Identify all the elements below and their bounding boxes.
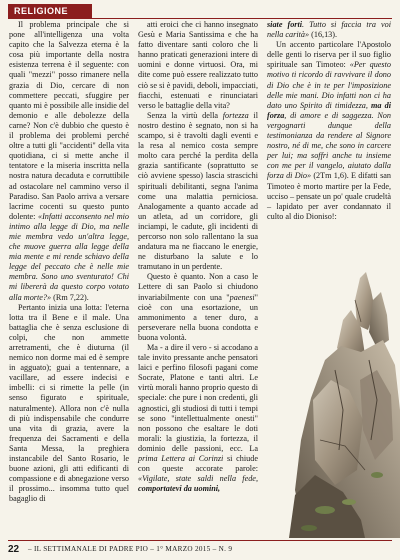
paragraph: Il problema principale che si pone all'intelligenza una volta capito che la Salvezza eterna è la cosa più importante della nostra esistenza terrena è il seguente: con quali "mezzi" posso rimanere nella grazia di Dio, cercare di non commettere peccati, sfuggire per quanto mi è possibile alle insidie del demonio e alle debolezze della carne? Non c'è dubbio che questo è il problema dei problemi perché oltre a tutti gli "accidenti" della vita quotidiana, ci si mette anche il tentatore e la miseria inscritta nella nostra natura decaduta e corruttibile ad ostacolare nel cammino verso il Paradiso. San Paolo arriva a versare lacrime cocenti su questo punto dolente: «Infatti acconsento nel mio intimo alla legge di Dio, ma nelle mie membra vedo un'altra legge, che muove guerra alla legge della mia mente e mi rende schiavo della legge del peccato che è nelle mie membra. Sono uno sventurato! Chi mi libererà da questo corpo votato alla morte?» (Rm 7,22). [9,20,129,302]
paragraph: Pertanto inizia una lotta: l'eterna lotta tra il Bene e il male. Una battaglia che è senza esclusione di colpi, che non ammette arretramenti, che è diuturna (il nemico non dorme mai ed è sempre in agguato); guai a tentennare, a vacillare, ad essere indecisi e imbelli: ci si rimette la pelle (in senso figurato e spirituale, naturalmente). Allora non c'è nulla di più indispensabile che condurre una vita di grazia, avere la frequenza dei Sacramenti e della Santa Messa, la preghiera instancabile del Santo Rosario, le buone azioni, gli atti edificanti di compassione e di abnegazione verso il prossimo... insomma tutto quel bagaglio di [9,302,129,504]
section-divider [8,18,392,19]
section-label: RELIGIONE [8,4,92,18]
article-column-2 [138,20,258,494]
paragraph: atti eroici che ci hanno insegnato Gesù e Maria Santissima e che ha fatto diventare santi coloro che li hanno praticati generazioni intere di uomini e donne virtuosi. Ora, mi dite come può essere realizzato tutto ciò se si è pavidi, deboli, impacciati, fiacchi, estenuati e rinunciatari verso le battaglie della vita? [138,20,258,110]
paragraph: Ma - a dire il vero - si accodano a tale invito pressante anche pensatori laici e perfino filosofi pagani come Socrate, Platone e tanti altri. Le virtù morali hanno proprio questo di speciale: che pure i non credenti, gli agnostici, gli studiosi di tutti i tempi se sono "intellettualmente onesti" non possono che esaltare le doti morali: la giustizia, la fortezza, il dominio delle passioni, ecc. La prima Lettera ai Corinzi si chiude con queste accorate parole: «Vigilate, state saldi nella fede, comportatevi da uomini, [138,343,258,494]
rock-illustration [265,270,400,538]
paragraph: Questo è quanto. Non a caso le Lettere di san Paolo si chiudono invariabilmente con una "paenesi" cioè con una esortazione, un ammonimento a tener duro, a perseverare nella buona condotta e buona volontà. [138,272,258,342]
page-footer [8,540,392,555]
footer-publication: – IL SETTIMANALE DI PADRE PIO – 1° MARZO 2015 – N. 9 [28,545,233,553]
article-column-3 [267,20,391,222]
article-column-1 [9,20,129,505]
paragraph: Senza la virtù della fortezza il nostro destino è segnato, non si ha scampo, si è travolti dagli eventi e la resa al nemico costa sempre molto cara perché la perdita della grazia santificante (soprattutto se ciò avviene spesso) lascia strascichi spirituali debilitanti, segna l'anima come una malattia perniciosa. Analogamente a quanto accade ad un atleta, ad un corridore, gli inciampi, le cadute, gli incidenti di percorso non solo rallentano la sua andatura ma ne fiaccano le energie, ne disturbano la salute e lo tramutano in un perdente. [138,110,258,272]
paragraph: Un accento particolare l'Apostolo delle genti lo riserva per il suo figlio spirituale san Timoteo: «Per questo motivo ti ricordo di ravvivare il dono di Dio che è in te per l'imposizione delle mie mani. Dio infatti non ci ha dato uno Spirito di timidezza, ma di forza, di amore e di saggezza. Non vergognarti dunque della testimonianza da rendere al Signore nostro, né di me, che sono in carcere per lui; ma soffri anche tu insieme con me per il vangelo, aiutato dalla forza di Dio» (2Tm 1,6). E difatti san Timoteo è morto martire per la Fede, ucciso – pensate un po' quale crudeltà – lapidato per aver condannato il culto al dio Dioniso!: [267,40,391,221]
page-number: 22 [8,544,20,555]
quote: «Infatti acconsento nel mio intimo alla legge di Dio, ma nelle mie membra vedo un'altra legge, che muove guerra alla legge della mia mente e mi rende schiavo della legge del peccato che è nelle mie membra. Sono uno sventurato! Chi mi libererà da questo corpo votato alla morte?» [9,211,129,302]
rock-photo [265,270,400,538]
paragraph: siate forti. Tutto si faccia tra voi nella carità» (16,13). [267,20,391,40]
